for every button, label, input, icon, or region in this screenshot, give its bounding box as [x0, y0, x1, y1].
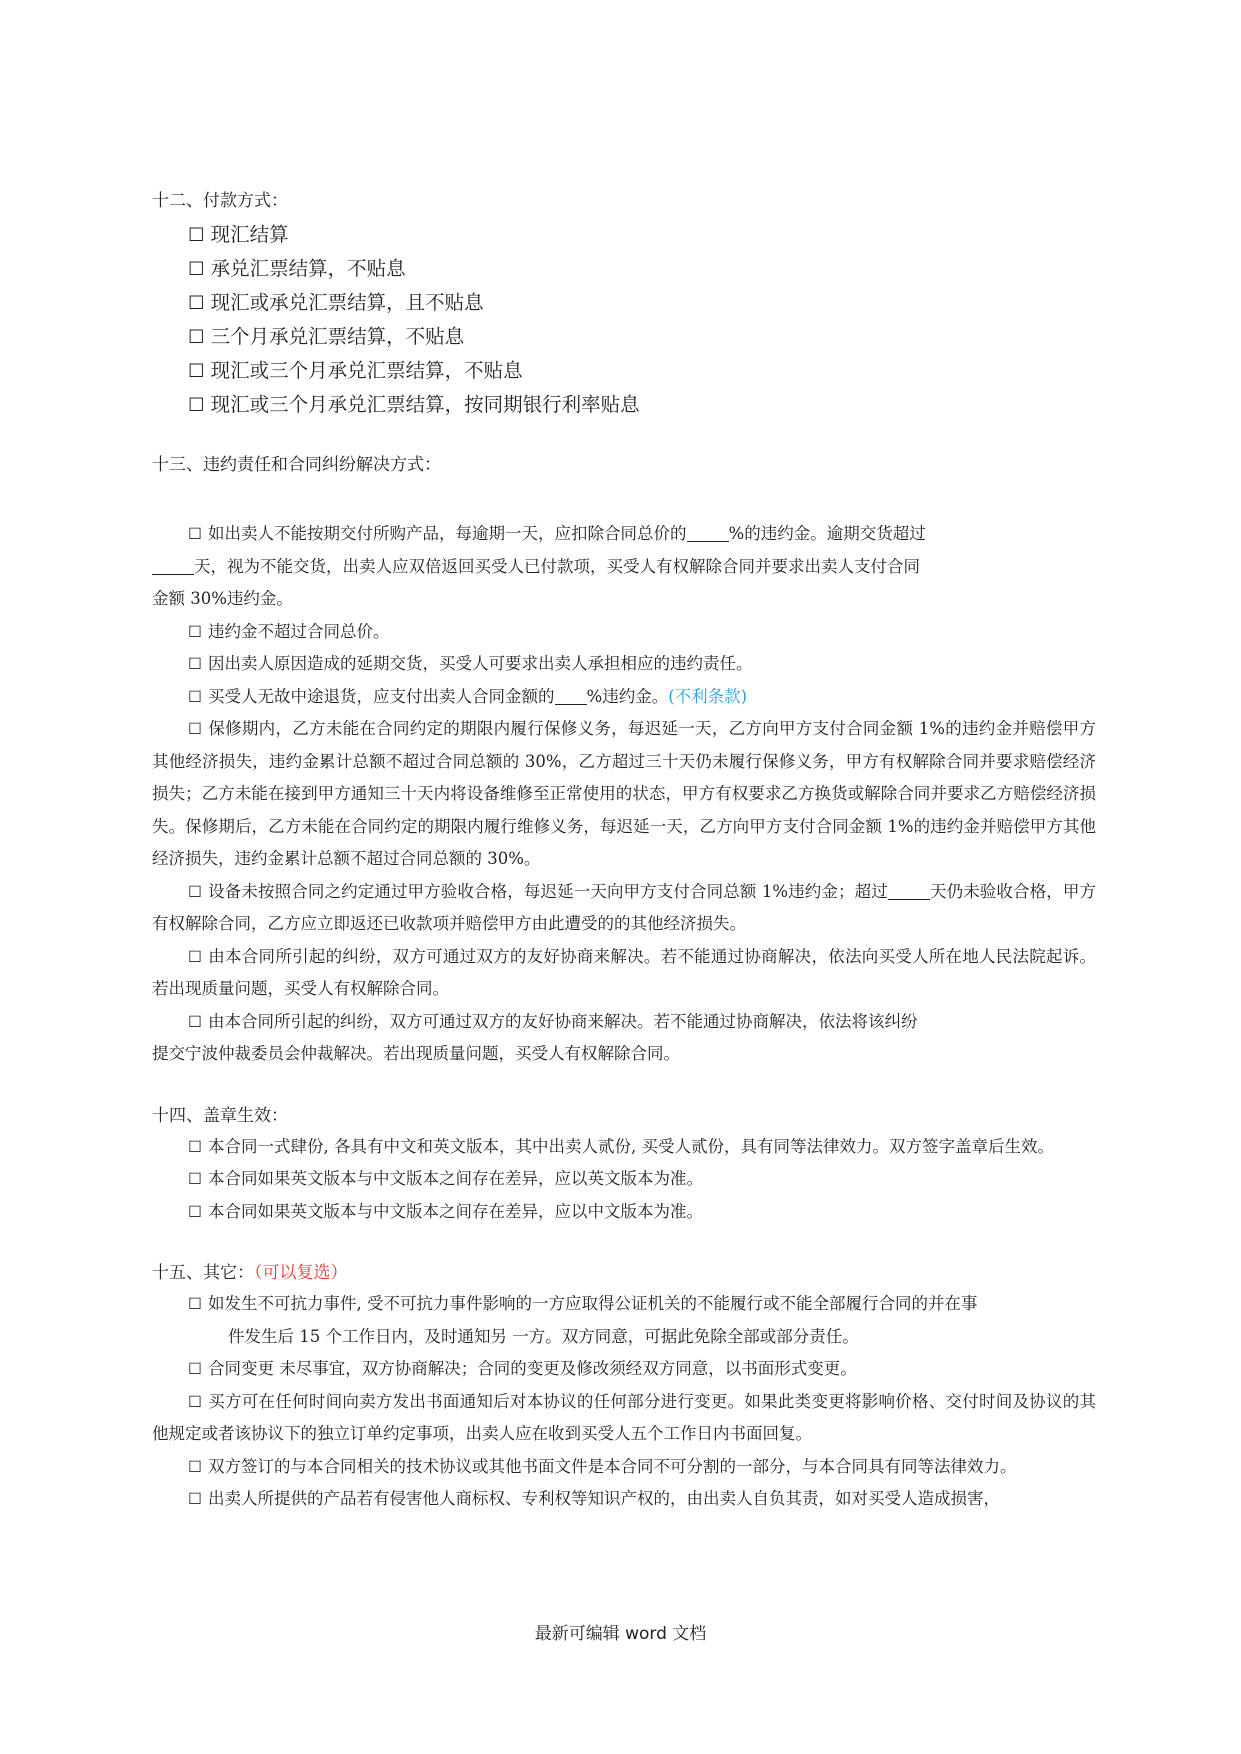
clause-english-prevails[interactable]: ☐ 本合同如果英文版本与中文版本之间存在差异，应以英文版本为准。	[188, 1169, 704, 1188]
clause-chinese-prevails[interactable]: ☐ 本合同如果英文版本与中文版本之间存在差异，应以中文版本为准。	[188, 1201, 704, 1221]
clause-penalty-cap[interactable]: ☐ 违约金不超过合同总价。	[188, 621, 390, 641]
multi-select-note: （可以复选）	[254, 1263, 348, 1283]
payment-option[interactable]: ☐ 现汇结算	[188, 223, 289, 246]
clause-force-majeure[interactable]: ☐ 如发生不可抗力事件, 受不可抗力事件影响的一方应取得公证机关的不能履行或不能全部履行合同的并在事 件发生后 15 个工作日内，及时通知另 一方。双方同意，可据此免除全部或部分责任。	[188, 1294, 978, 1346]
document-page	[152, 186, 1096, 1516]
clause-seller-delay[interactable]: ☐ 因出卖人原因造成的延期交货，买受人可要求出卖人承担相应的违约责任。	[188, 654, 753, 673]
checkbox-icon[interactable]: ☐	[188, 1201, 203, 1221]
payment-option[interactable]: ☐ 承兑汇票结算，不贴息	[188, 257, 406, 280]
checkbox-icon[interactable]: ☐	[188, 361, 205, 382]
checkbox-icon[interactable]: ☐	[188, 621, 203, 641]
payment-option[interactable]: ☐ 三个月承兑汇票结算，不贴息	[188, 325, 465, 348]
blank-field[interactable]	[888, 882, 930, 900]
clause-dispute-court[interactable]: ☐ 由本合同所引起的纠纷，双方可通过双方的友好协商来解决。若不能通过协商解决，依法向买受人所在地人民法院起诉。若出现质量问题，买受人有权解除合同。	[152, 946, 1096, 998]
checkbox-icon[interactable]: ☐	[188, 1136, 203, 1156]
checkbox-icon[interactable]: ☐	[188, 1359, 203, 1378]
clause-warranty[interactable]: ☐ 保修期内，乙方未能在合同约定的期限内履行保修义务，每迟延一天，乙方向甲方支付合同金额 1%的违约金并赔偿甲方其他经济损失，违约金累计总额不超过合同总额的 30%，乙方超过三十天仍未履行保修义务，甲方有权解除合同并要求赔偿经济损失；乙方未能在接到甲方通知三十天内将设备维修至正常使用的状态，甲方有权要求乙方换货或解除合同并要求乙方赔偿经济损失。保修期后，乙方未能在合同约定的期限内履行维修义务，每迟延一天，乙方向甲方支付合同金额 1%的违约金并赔偿甲方其他经济损失，违约金累计总额不超过合同总额的 30%。	[152, 719, 1096, 868]
clause-dispute-arbitration-cont: 提交宁波仲裁委员会仲裁解决。若出现质量问题，买受人有权解除合同。	[152, 1044, 680, 1063]
checkbox-icon[interactable]: ☐	[188, 1011, 203, 1031]
payment-option[interactable]: ☐ 现汇或三个月承兑汇票结算，不贴息	[188, 359, 523, 382]
page-footer: 最新可编辑 word 文档	[534, 1624, 707, 1644]
clause-ip-infringement[interactable]: ☐ 出卖人所提供的产品若有侵害他人商标权、专利权等知识产权的，由出卖人自负其责，如对买受人造成损害，	[188, 1489, 1001, 1508]
checkbox-icon[interactable]: ☐	[188, 1294, 203, 1313]
checkbox-icon[interactable]: ☐	[188, 327, 205, 348]
checkbox-icon[interactable]: ☐	[188, 293, 205, 314]
checkbox-icon[interactable]: ☐	[188, 881, 203, 901]
section-seal-effective	[152, 1101, 1096, 1229]
section-heading: 十二、付款方式：	[152, 191, 288, 211]
clause-late-delivery[interactable]: ☐ 如出卖人不能按期交付所购产品，每逾期一天，应扣除合同总价的 %的违约金。逾期交货超过	[188, 524, 926, 543]
checkbox-icon[interactable]: ☐	[188, 1456, 203, 1476]
checkbox-icon[interactable]: ☐	[188, 1391, 203, 1411]
clause-buyer-return[interactable]: ☐ 买受人无故中途退货，应支付出卖人合同金额的 %违约金。(不利条款)	[188, 686, 748, 706]
checkbox-icon[interactable]: ☐	[188, 719, 203, 738]
clause-dispute-arbitration[interactable]: ☐ 由本合同所引起的纠纷，双方可通过双方的友好协商来解决。若不能通过协商解决，依法将该纠纷	[188, 1011, 918, 1031]
payment-option[interactable]: ☐ 现汇或承兑汇票结算，且不贴息	[188, 291, 484, 314]
checkbox-icon[interactable]: ☐	[188, 686, 203, 706]
checkbox-icon[interactable]: ☐	[188, 1169, 203, 1188]
checkbox-icon[interactable]: ☐	[188, 1489, 203, 1508]
clause-acceptance[interactable]: ☐ 设备未按照合同之约定通过甲方验收合格，每迟延一天向甲方支付合同总额 1%违约金；超过 天仍未验收合格，甲方有权解除合同，乙方应立即返还已收款项并赔偿甲方由此遭受的的其他经济损失。	[152, 881, 1097, 933]
clause-contract-change[interactable]: ☐ 合同变更 未尽事宜，双方协商解决；合同的变更及修改须经双方同意，以书面形式变更。	[188, 1359, 857, 1378]
section-payment-method	[152, 186, 1096, 422]
clause-technical-agreement[interactable]: ☐ 双方签订的与本合同相关的技术协议或其他书面文件是本合同不可分割的一部分，与本合同具有同等法律效力。	[188, 1456, 1017, 1476]
section-heading: 十五、其它：（可以复选）	[152, 1263, 348, 1283]
blank-field[interactable]	[555, 687, 587, 705]
clause-late-delivery-cont: 金额 30%违约金。	[152, 589, 293, 608]
checkbox-icon[interactable]: ☐	[188, 259, 205, 280]
section-heading: 十三、违约责任和合同纠纷解决方式：	[152, 455, 441, 475]
clause-buyer-modification[interactable]: ☐ 买方可在任何时间向卖方发出书面通知后对本协议的任何部分进行变更。如果此类变更将影响价格、交付时间及协议的其他规定或者该协议下的独立订单约定事项，出卖人应在收到买受人五个工作日内书面回复。	[152, 1391, 1096, 1443]
checkbox-icon[interactable]: ☐	[188, 225, 205, 246]
blank-field[interactable]	[687, 525, 729, 543]
payment-option[interactable]: ☐ 现汇或三个月承兑汇票结算，按同期银行利率贴息	[188, 393, 640, 416]
unfavorable-note: (不利条款)	[668, 686, 748, 706]
section-heading: 十四、盖章生效：	[152, 1105, 288, 1126]
section-others	[152, 1258, 1096, 1516]
blank-field[interactable]	[152, 557, 194, 575]
checkbox-icon[interactable]: ☐	[188, 524, 203, 543]
clause-late-delivery-cont: 天，视为不能交货，出卖人应双倍返回买受人已付款项，买受人有权解除合同并要求出卖人支付合同	[152, 551, 1096, 584]
checkbox-icon[interactable]: ☐	[188, 395, 205, 416]
checkbox-icon[interactable]: ☐	[188, 946, 203, 966]
clause-copies[interactable]: ☐ 本合同一式肆份, 各具有中文和英文版本，其中出卖人贰份, 买受人贰份，具有同等法律效力。双方签字盖章后生效。	[188, 1136, 1055, 1156]
checkbox-icon[interactable]: ☐	[188, 654, 203, 673]
section-breach-liability	[152, 450, 1096, 1071]
